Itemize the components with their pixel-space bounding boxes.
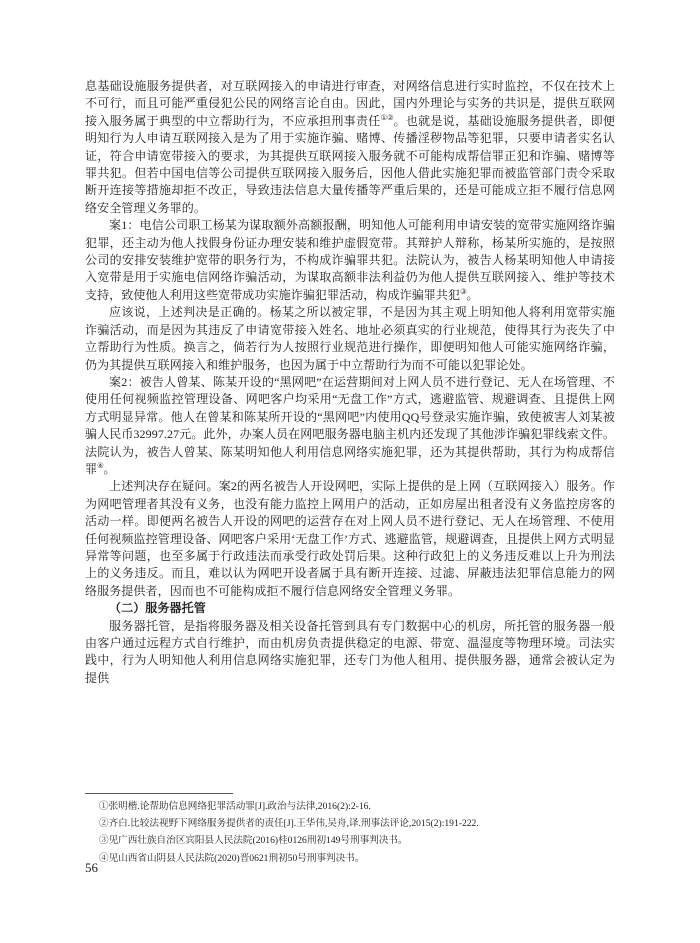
paragraph: 上述判决存在疑问。案2的两名被告人开设网吧，实际上提供的是上网（互联网接入）服务。作为网吧管理者其没有义务，也没有能力监控上网用户的活动，正如房屋出租者没有义务监控房客的活动一样。即便两名被告人开设的网吧的运营存在对上网人员不进行登记、无人在场管理、不使用任何视频监控管理设备、网吧客户采用‘无盘工作’方式、逃避监管，规避调查，且提供上网方式明显异常等问题，也至多属于行政违法而承受行政处罚后果。这种行政犯上的义务违反难以上升为刑法上的义务违反。而且，难以认为网吧开设者属于具有断开连接、过滤、屏蔽违法犯罪信息能力的网络服务提供者，因而也不可能构成拒不履行信息网络安全管理义务罪。 [85, 479, 615, 598]
footnote-separator [85, 793, 233, 794]
paragraph: 案1：电信公司职工杨某为谋取额外高额报酬，明知他人可能利用申请安装的宽带实施网络诈骗犯罪，还主动为他人找假身份证办理安装和维护虚假宽带。其辩护人辩称，杨某所实施的，是按照公司的安排安装维护宽带的职务行为，不构成诈骗罪共犯。法院认为，被告人杨某明知他人申请接入宽带是用于实施电信网络诈骗活动，为谋取高额非法利益仍为他人提供互联网接入、维护等技术支持，致使他人利用这些宽带成功实施诈骗犯罪活动，构成诈骗罪共犯③。 [85, 218, 615, 302]
paragraph: 息基础设施服务提供者，对互联网接入的申请进行审查，对网络信息进行实时监控，不仅在技术上不可行，而且可能严重侵犯公民的网络言论自由。因此，国内外理论与实务的共识是，提供互联网接入服务属于典型的中立帮助行为，不应承担刑事责任①②。也就是说，基础设施服务提供者，即便明知行为人申请互联网接入是为了用于实施诈骗、赌博、传播淫秽物品等犯罪，只要申请者实名认证，符合申请宽带接入的要求，为其提供互联网接入服务就不可能构成帮信罪正犯和诈骗、赌博等罪共犯。但若中国电信等公司提供互联网接入服务后，因他人借此实施犯罪而被监管部门责令采取断开连接等措施却拒不改正，导致违法信息大量传播等严重后果的，还是可能成立拒不履行信息网络安全管理义务罪的。 [85, 79, 615, 215]
footnote-item: ②齐白.比较法视野下网络服务提供者的责任[J].王华伟,吴舟,译.刑事法评论,2015(2):191-222. [99, 818, 479, 830]
page-number: 56 [85, 860, 98, 875]
section-heading: （二）服务器托管 [109, 601, 206, 616]
footnote-marker: ③ [460, 286, 467, 296]
paragraph: 应该说，上述判决是正确的。杨某之所以被定罪，不是因为其主观上明知他人将利用宽带实施诈骗活动，而是因为其违反了申请宽带接入姓名、地址必须真实的行业规范，使得其行为丧失了中立帮助行为性质。换言之，倘若行为人按照行业规范进行操作，即便明知他人可能实施网络诈骗，仍为其提供互联网接入和维护服务，也因为属于中立帮助行为而不可能以犯罪论处。 [85, 305, 615, 372]
footnote-marker: ①② [380, 112, 394, 122]
paragraph: 案2：被告人曾某、陈某开设的“黑网吧”在运营期间对上网人员不进行登记、无人在场管理、不使用任何视频监控管理设备、网吧客户均采用“无盘工作”方式，逃避监管、规避调查、且提供上网方式明显异常。他人在曾某和陈某所开设的“黑网吧”内使用QQ号登录实施诈骗，致使被害人刘某被骗人民币32997.27元。此外，办案人员在网吧服务器电脑主机内还发现了其他涉诈骗犯罪线索文件。法院认为，被告人曾某、陈某明知他人利用信息网络实施犯罪，还为其提供帮助，其行为构成帮信罪④。 [85, 374, 615, 476]
footnote-list [85, 798, 615, 867]
footnote-item: ①张明楷.论帮助信息网络犯罪活动罪[J].政治与法律,2016(2):2-16. [99, 801, 371, 812]
paragraph: 服务器托管，是指将服务器及相关设备托管到具有专门数据中心的机房，所托管的服务器一般由客户通过远程方式自行维护，而由机房负责提供稳定的电源、带宽、温湿度等物理环境。司法实践中，行为人明知他人利用信息网络实施犯罪，还专门为他人租用、提供服务器，通常会被认定为提供 [85, 618, 615, 685]
body-text [85, 78, 615, 687]
footnote-item: ③见广西壮族自治区宾阳县人民法院(2016)桂0126刑初149号刑事判决书。 [99, 835, 408, 847]
footnote-item: ④见山西省山阴县人民法院(2020)晋0621刑初50号刑事判决书。 [99, 852, 365, 864]
footnote-marker: ④ [97, 460, 104, 470]
